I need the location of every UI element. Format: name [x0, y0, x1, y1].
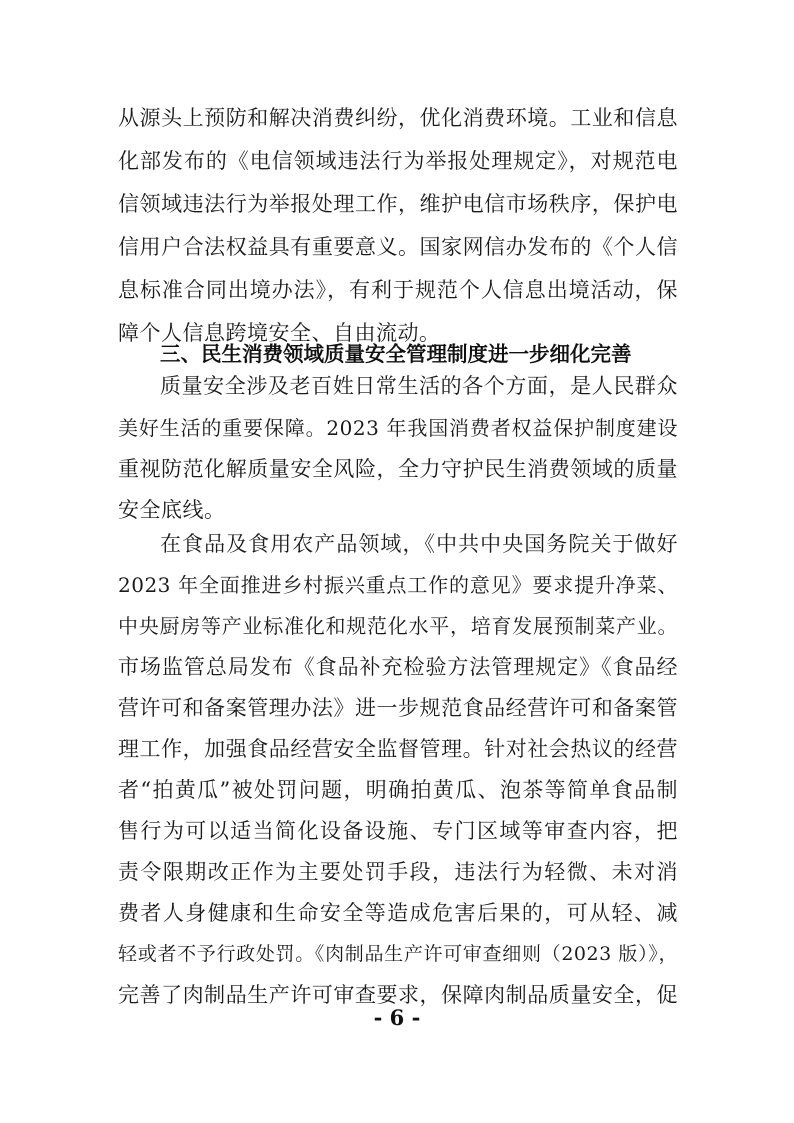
body-text-line: 售行为可以适当简化设备设施、专门区域等审查内容，把 — [118, 819, 678, 843]
body-text-line: 2023 年全面推进乡村振兴重点工作的意见》要求提升净菜、 — [118, 573, 678, 597]
body-text-line: 美好生活的重要保障。2023 年我国消费者权益保护制度建设 — [118, 416, 678, 440]
body-text-line: 障个人信息跨境安全、自由流动。 — [118, 321, 441, 345]
body-text-line: 轻或者不予行政处罚。《肉制品生产许可审查细则（2023 版）》， — [118, 943, 678, 965]
body-text-line: 息标准合同出境办法》，有利于规范个人信息出境活动，保 — [118, 278, 678, 302]
body-text-line: 营许可和备案管理办法》进一步规范食品经营许可和备案管 — [118, 696, 678, 720]
body-text-line: 理工作，加强食品经营安全监督管理。针对社会热议的经营 — [118, 737, 678, 761]
body-text-line: 质量安全涉及老百姓日常生活的各个方面，是人民群众 — [160, 374, 678, 398]
body-text-line: 市场监管总局发布《食品补充检验方法管理规定》《食品经 — [118, 655, 678, 679]
body-text-line: 信领域违法行为举报处理工作，维护电信市场秩序，保护电 — [118, 192, 678, 216]
body-text-line: 安全底线。 — [118, 498, 226, 522]
body-text-line: 信用户合法权益具有重要意义。国家网信办发布的《个人信 — [118, 235, 678, 259]
body-text-line: 中央厨房等产业标准化和规范化水平，培育发展预制菜产业。 — [118, 614, 678, 638]
section-heading: 三、民生消费领域质量安全管理制度进一步细化完善 — [160, 342, 632, 366]
body-text-line: 责令限期改正作为主要处罚手段，违法行为轻微、未对消 — [118, 860, 678, 884]
body-text-line: 化部发布的《电信领域违法行为举报处理规定》，对规范电 — [118, 149, 678, 173]
body-text-line: 在食品及食用农产品领域，《中共中央国务院关于做好 — [160, 532, 678, 556]
body-text-line: 完善了肉制品生产许可审查要求，保障肉制品质量安全，促 — [118, 983, 678, 1007]
body-text-line: 重视防范化解质量安全风险，全力守护民生消费领域的质量 — [118, 457, 678, 481]
page-number: - 6 - — [373, 1005, 421, 1030]
body-text-line: 从源头上预防和解决消费纠纷，优化消费环境。工业和信息 — [118, 106, 678, 130]
body-text-line: 费者人身健康和生命安全等造成危害后果的，可从轻、减 — [118, 901, 678, 925]
body-text-line: 者“拍黄瓜”被处罚问题，明确拍黄瓜、泡茶等简单食品制 — [118, 778, 678, 802]
